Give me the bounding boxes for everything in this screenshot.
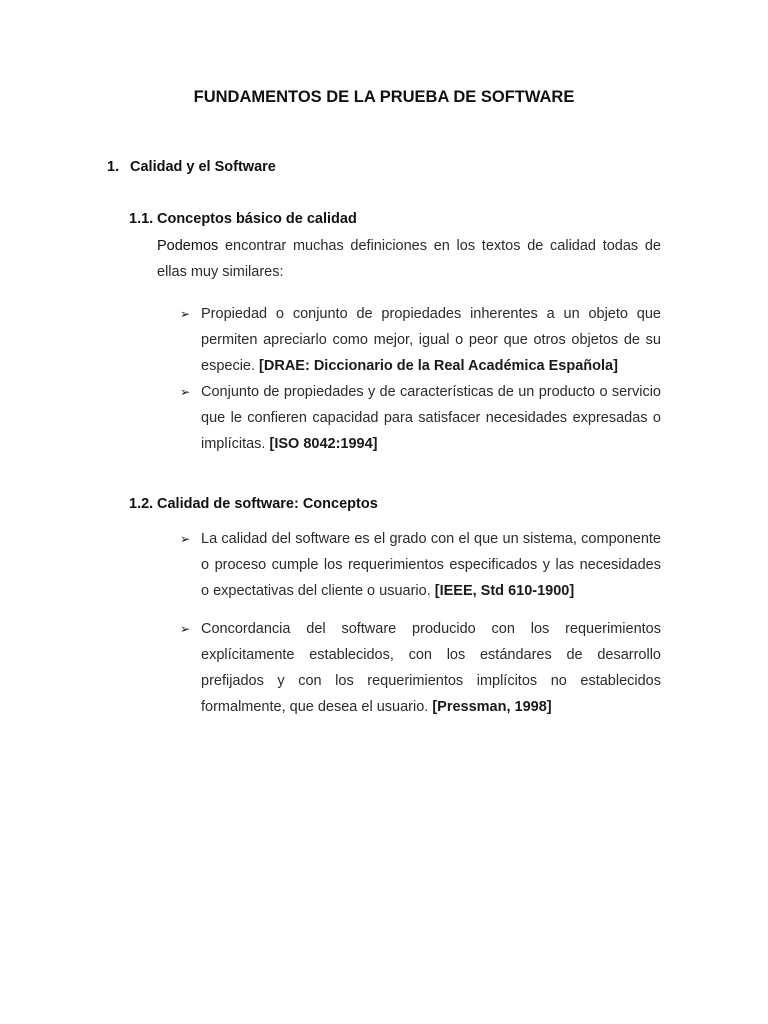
subsection-heading-1-2 bbox=[129, 496, 378, 512]
subsection-heading-1-1 bbox=[129, 211, 357, 227]
subsection-heading-text: Conceptos básico de calidad bbox=[157, 211, 357, 227]
list-item bbox=[180, 616, 661, 720]
list-item bbox=[180, 526, 661, 604]
document-title: FUNDAMENTOS DE LA PRUEBA DE SOFTWARE bbox=[193, 88, 575, 106]
bullet-text: Propiedad o conjunto de propiedades inherentes a un objeto que permiten apreciarlo como mejor, igual o peor que otros objetos de su especie. bbox=[201, 306, 661, 374]
bullet-reference: [ISO 8042:1994] bbox=[269, 436, 378, 452]
list-item bbox=[180, 379, 661, 457]
software-quality-list bbox=[180, 526, 661, 720]
quality-definitions-list bbox=[180, 301, 661, 457]
arrow-bullet-icon: ➢ bbox=[180, 385, 191, 399]
bullet-reference: [IEEE, Std 610-1900] bbox=[434, 583, 575, 599]
bullet-reference: [DRAE: Diccionario de la Real Académica Española] bbox=[259, 358, 618, 374]
arrow-bullet-icon: ➢ bbox=[180, 622, 191, 636]
intro-lead-word: Podemos bbox=[157, 238, 219, 254]
arrow-bullet-icon: ➢ bbox=[180, 532, 191, 546]
bullet-text: Concordancia del software producido con los requerimientos explícitamente establecidos, con los estándares de desarrollo prefijados y con los requerimientos implícitos no establecidos formalmente, que desea el usuario. bbox=[201, 621, 661, 715]
list-item bbox=[180, 301, 661, 379]
intro-rest-text: encontrar muchas definiciones en los textos de calidad todas de ellas muy similares: bbox=[157, 238, 661, 280]
section-heading-text: Calidad y el Software bbox=[130, 159, 276, 175]
bullet-reference: [Pressman, 1998] bbox=[432, 699, 552, 715]
subsection-number: 1.2. bbox=[129, 496, 154, 512]
bullet-text: La calidad del software es el grado con el que un sistema, componente o proceso cumple los requerimientos especificados y las necesidades o expectativas del cliente o usuario. bbox=[201, 531, 661, 599]
arrow-bullet-icon: ➢ bbox=[180, 307, 191, 321]
subsection-number: 1.1. bbox=[129, 211, 154, 227]
intro-paragraph bbox=[157, 233, 661, 285]
section-number: 1. bbox=[107, 159, 120, 175]
bullet-text: Conjunto de propiedades y de características de un producto o servicio que le confieren capacidad para satisfacer necesidades expresadas o implícitas. bbox=[201, 384, 661, 452]
subsection-heading-text: Calidad de software: Conceptos bbox=[157, 496, 378, 512]
section-heading-1 bbox=[107, 159, 276, 175]
